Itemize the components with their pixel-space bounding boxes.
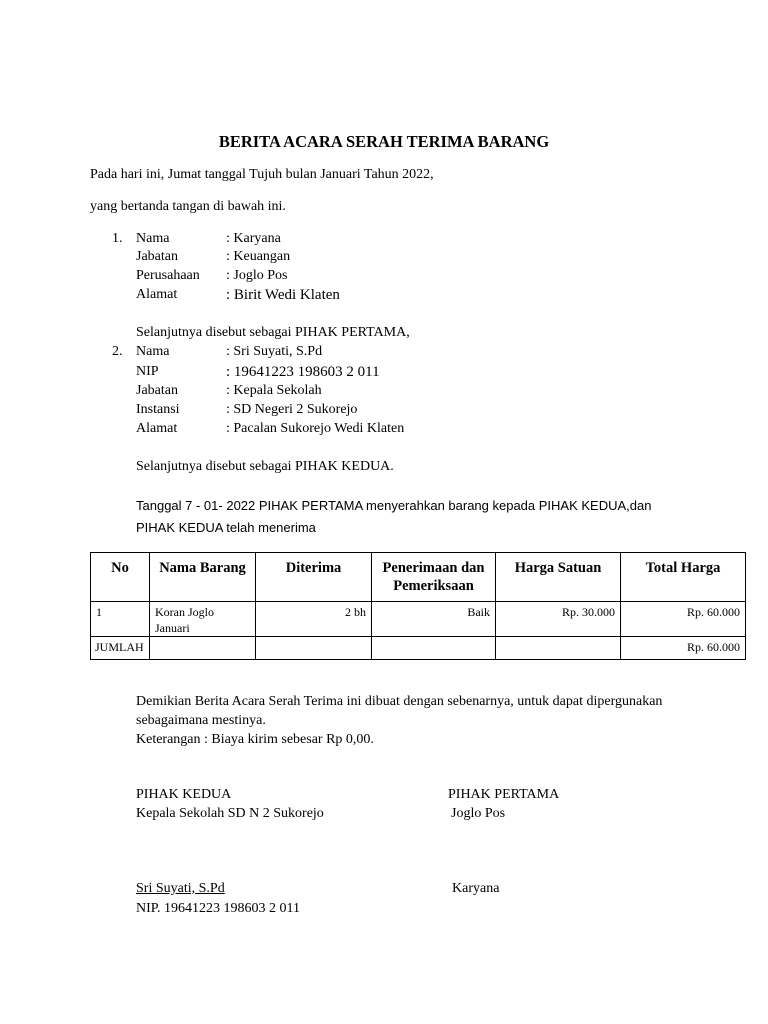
- items-table: [90, 552, 746, 660]
- signature-right-name: Karyana: [452, 881, 500, 896]
- header-unit-price: Harga Satuan: [496, 553, 621, 602]
- party2-agency-label: Instansi: [136, 402, 180, 417]
- party1-company-value: : Joglo Pos: [226, 268, 288, 283]
- cell-unit-price: Rp. 30.000: [496, 602, 621, 637]
- cell-inspection: Baik: [372, 602, 496, 637]
- party1-designation: Selanjutnya disebut sebagai PIHAK PERTAMA,: [136, 325, 410, 340]
- party1-address-value: : Birit Wedi Klaten: [226, 287, 340, 303]
- closing-line1: Demikian Berita Acara Serah Terima ini dibuat dengan sebenarnya, untuk dapat dipergunakan: [136, 694, 663, 709]
- table-row: [91, 602, 746, 637]
- cell-item-name: Koran Joglo Januari: [150, 602, 256, 637]
- total-empty-cell: [256, 637, 372, 660]
- handover-line2: PIHAK KEDUA telah menerima: [136, 520, 316, 535]
- table-header-row: [91, 553, 746, 602]
- party2-position-value: : Kepala Sekolah: [226, 383, 322, 398]
- party1-number: 1.: [112, 231, 123, 246]
- party2-address-label: Alamat: [136, 421, 178, 436]
- closing-note: Keterangan : Biaya kirim sebesar Rp 0,00.: [136, 732, 374, 747]
- cell-no: 1: [91, 602, 150, 637]
- table-total-row: [91, 637, 746, 660]
- party1-address-label: Alamat: [136, 287, 178, 302]
- header-no: No: [91, 553, 150, 602]
- total-empty-cell: [372, 637, 496, 660]
- total-empty-cell: [496, 637, 621, 660]
- total-value: Rp. 60.000: [621, 637, 746, 660]
- party2-name-label: Nama: [136, 344, 170, 359]
- party2-designation: Selanjutnya disebut sebagai PIHAK KEDUA.: [136, 459, 394, 474]
- cell-total-price: Rp. 60.000: [621, 602, 746, 637]
- total-empty-cell: [150, 637, 256, 660]
- party1-name-value: : Karyana: [226, 231, 281, 246]
- party1-name-label: Nama: [136, 231, 170, 246]
- signature-left-name: Sri Suyati, S.Pd: [136, 881, 225, 896]
- signature-left-id: NIP. 19641223 198603 2 011: [136, 901, 300, 916]
- party2-agency-value: : SD Negeri 2 Sukorejo: [226, 402, 358, 417]
- party2-position-label: Jabatan: [136, 383, 178, 398]
- signature-right-party: PIHAK PERTAMA: [448, 787, 560, 802]
- signature-right-title: Joglo Pos: [451, 806, 506, 821]
- signature-left-title: Kepala Sekolah SD N 2 Sukorejo: [136, 806, 324, 821]
- undersigned-text: yang bertanda tangan di bawah ini.: [90, 199, 286, 214]
- handover-line1: Tanggal 7 - 01- 2022 PIHAK PERTAMA menyerahkan barang kepada PIHAK KEDUA,dan: [136, 498, 652, 513]
- party1-company-label: Perusahaan: [136, 268, 200, 283]
- party2-address-value: : Pacalan Sukorejo Wedi Klaten: [226, 421, 405, 436]
- party2-name-value: : Sri Suyati, S.Pd: [226, 344, 323, 359]
- document-title: BERITA ACARA SERAH TERIMA BARANG: [218, 132, 550, 151]
- header-received: Diterima: [256, 553, 372, 602]
- party2-nip-value: : 19641223 198603 2 011: [226, 364, 380, 380]
- header-item-name: Nama Barang: [150, 553, 256, 602]
- party2-nip-label: NIP: [136, 364, 159, 379]
- intro-text: Pada hari ini, Jumat tanggal Tujuh bulan Januari Tahun 2022,: [90, 167, 434, 182]
- party1-position-label: Jabatan: [136, 249, 178, 264]
- closing-line2: sebagaimana mestinya.: [136, 713, 266, 728]
- signature-left-party: PIHAK KEDUA: [136, 787, 232, 802]
- header-total-price: Total Harga: [621, 553, 746, 602]
- party2-number: 2.: [112, 344, 123, 359]
- total-label: JUMLAH: [91, 637, 150, 660]
- cell-received: 2 bh: [256, 602, 372, 637]
- party1-position-value: : Keuangan: [226, 249, 291, 264]
- header-inspection: Penerimaan dan Pemeriksaan: [372, 553, 496, 602]
